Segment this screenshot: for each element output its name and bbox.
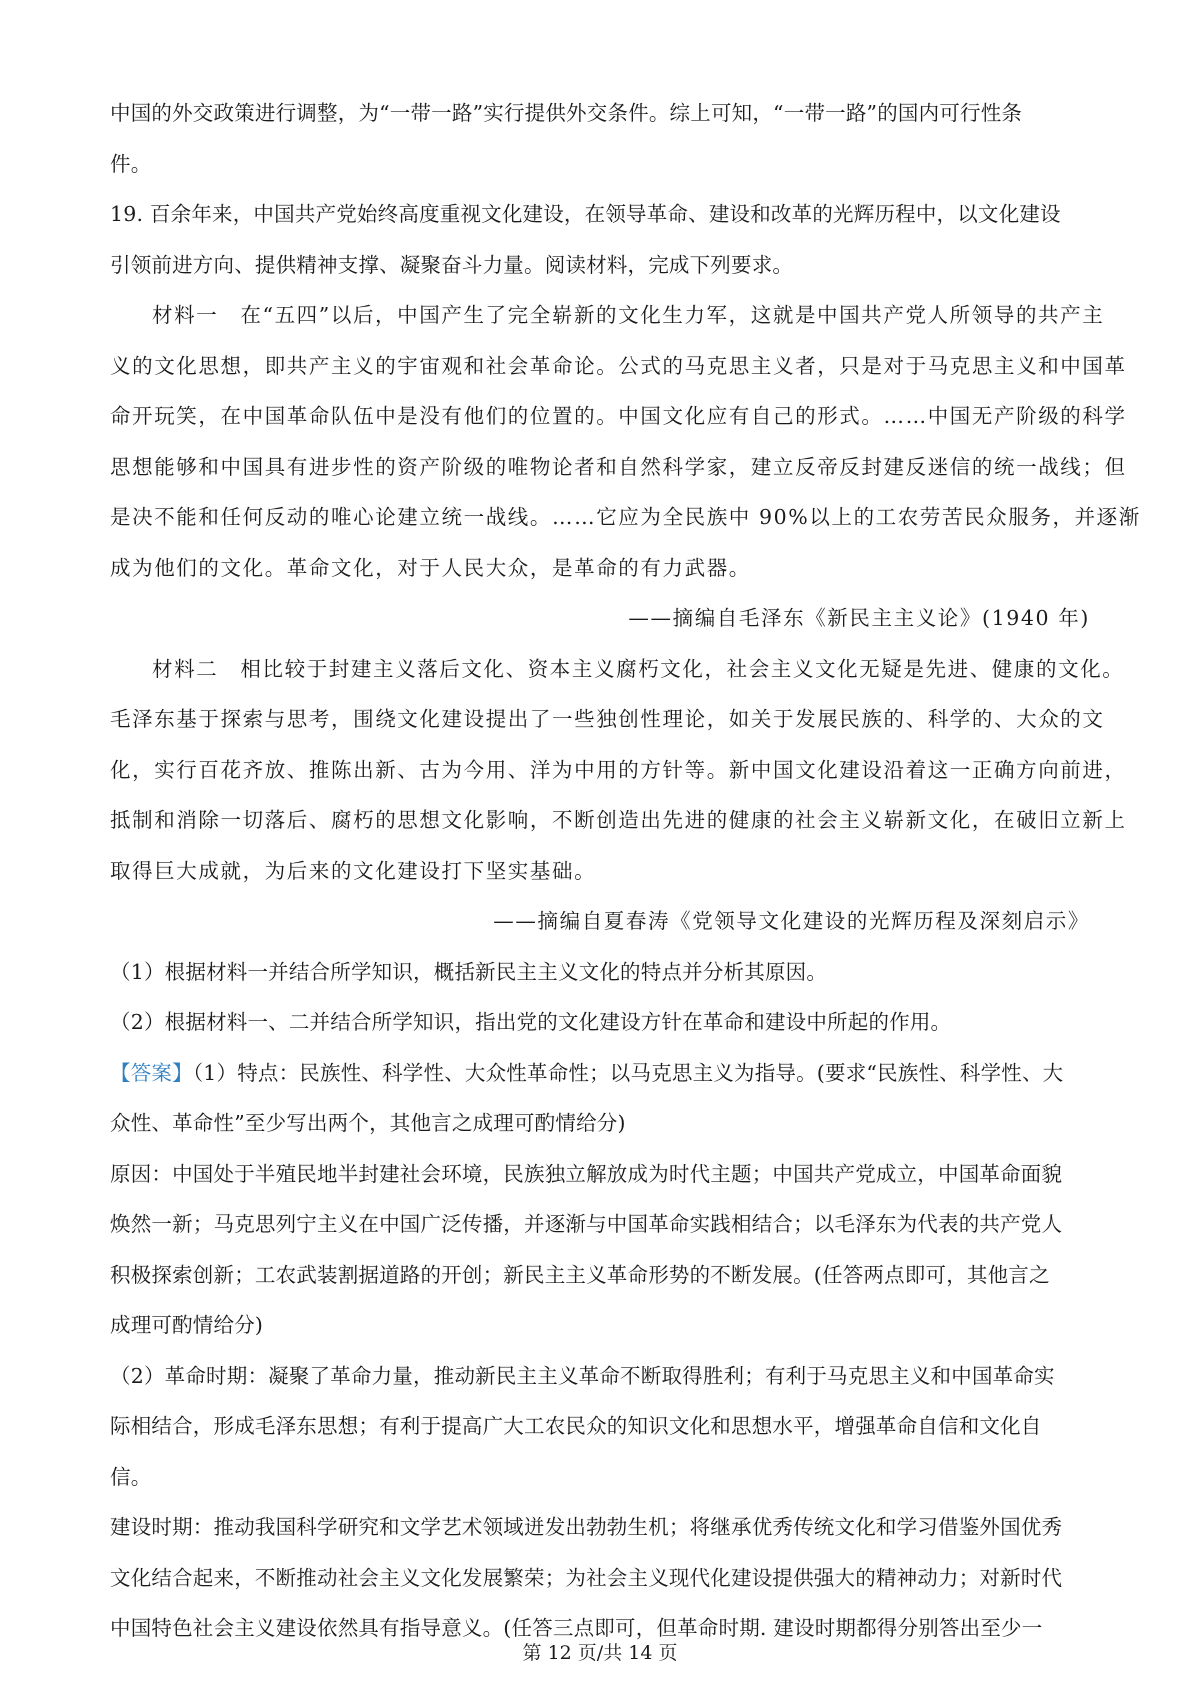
material-one: 成为他们的文化。革命文化，对于人民大众，是革命的有力武器。 — [110, 555, 751, 580]
answer-line: 际相结合，形成毛泽东思想；有利于提高广大工农民众的知识文化和思想水平，增强革命自信和文化自 — [110, 1414, 1042, 1438]
material-one: 材料一 在“五四”以后，中国产生了完全崭新的文化生力军，这就是中国共产党人所领导的共产主 — [152, 303, 1105, 327]
answer-line: 成理可酌情给分) — [110, 1313, 264, 1337]
material-one-source: ——摘编自毛泽东《新民主主义论》(1940 年) — [628, 606, 1090, 630]
material-two: 化，实行百花齐放、推陈出新、古为今用、洋为中用的方针等。新中国文化建设沿着这一正确方向前进， — [110, 757, 1127, 782]
material-one: 是决不能和任何反动的唯心论建立统一战线。……它应为全民族中 90%以上的工农劳苦民众服务，并逐渐 — [110, 505, 1141, 529]
material-one: 命开玩笑，在中国革命队伍中是没有他们的位置的。中国文化应有自己的形式。……中国无产阶级的科学 — [110, 404, 1127, 428]
material-two: 取得巨大成就，为后来的文化建设打下坚实基础。 — [110, 858, 597, 883]
sub-question-2: （2）根据材料一、二并结合所学知识，指出党的文化建设方针在革命和建设中所起的作用。 — [110, 1010, 952, 1034]
answer-text: （1）特点：民族性、科学性、大众性革命性；以马克思主义为指导。(要求“民族性、科学性、大 — [192, 1060, 1064, 1085]
answer-line: 中国特色社会主义建设依然具有指导意义。(任答三点即可，但革命时期. 建设时期都得分别答出至少一 — [110, 1616, 1043, 1640]
answer-tag: 【答案】 — [110, 1060, 193, 1085]
answer-line: 原因：中国处于半殖民地半封建社会环境，民族独立解放成为时代主题；中国共产党成立，中国革命面貌 — [110, 1161, 1063, 1186]
answer-line: 建设时期：推动我国科学研究和文学艺术领域迸发出勃勃生机；将继承优秀传统文化和学习借鉴外国优秀 — [110, 1515, 1063, 1539]
text-line: 件。 — [110, 151, 152, 176]
answer-line: 焕然一新；马克思列宁主义在中国广泛传播，并逐渐与中国革命实践相结合；以毛泽东为代表的共产党人 — [110, 1212, 1063, 1236]
answer-line: 文化结合起来，不断推动社会主义文化发展繁荣；为社会主义现代化建设提供强大的精神动力；对新时代 — [110, 1565, 1063, 1590]
material-two: 毛泽东基于探索与思考，围绕文化建设提出了一些独创性理论，如关于发展民族的、科学的、大众的文 — [110, 707, 1105, 731]
page-number-footer: 第 12 页/共 14 页 — [522, 1642, 678, 1664]
answer-line: 信。 — [110, 1464, 152, 1489]
question-19-stem: 19. 百余年来，中国共产党始终高度重视文化建设，在领导革命、建设和改革的光辉历程中，以文化建设 — [110, 202, 1061, 226]
answer-line — [110, 1048, 1090, 1099]
question-19-stem: 引领前进方向、提供精神支撑、凝聚奋斗力量。阅读材料，完成下列要求。 — [110, 252, 794, 277]
answer-line: 众性、革命性”至少写出两个，其他言之成理可酌情给分) — [110, 1111, 626, 1135]
document-page — [110, 88, 1141, 1654]
text-line: 中国的外交政策进行调整，为“一带一路”实行提供外交条件。综上可知，“一带一路”的国内可行性条 — [110, 101, 1023, 125]
material-one: 思想能够和中国具有进步性的资产阶级的唯物论者和自然科学家，建立反帝反封建反迷信的统一战线；但 — [110, 454, 1127, 479]
answer-line: （2）革命时期：凝聚了革命力量，推动新民主主义革命不断取得胜利；有利于马克思主义和中国革命实 — [110, 1363, 1055, 1388]
material-two: 材料二 相比较于封建主义落后文化、资本主义腐朽文化，社会主义文化无疑是先进、健康的文化。 — [152, 656, 1125, 681]
material-two-source: ——摘编自夏春涛《党领导文化建设的光辉历程及深刻启示》 — [493, 909, 1090, 933]
answer-line: 积极探索创新；工农武装割据道路的开创；新民主主义革命形势的不断发展。(任答两点即可，其他言之 — [110, 1262, 1050, 1287]
material-two: 抵制和消除一切落后、腐朽的思想文化影响，不断创造出先进的健康的社会主义崭新文化，在破旧立新上 — [110, 808, 1127, 832]
material-one: 义的文化思想，即共产主义的宇宙观和社会革命论。公式的马克思主义者，只是对于马克思主义和中国革 — [110, 353, 1127, 378]
sub-question-1: （1）根据材料一并结合所学知识，概括新民主主义文化的特点并分析其原因。 — [110, 959, 828, 984]
